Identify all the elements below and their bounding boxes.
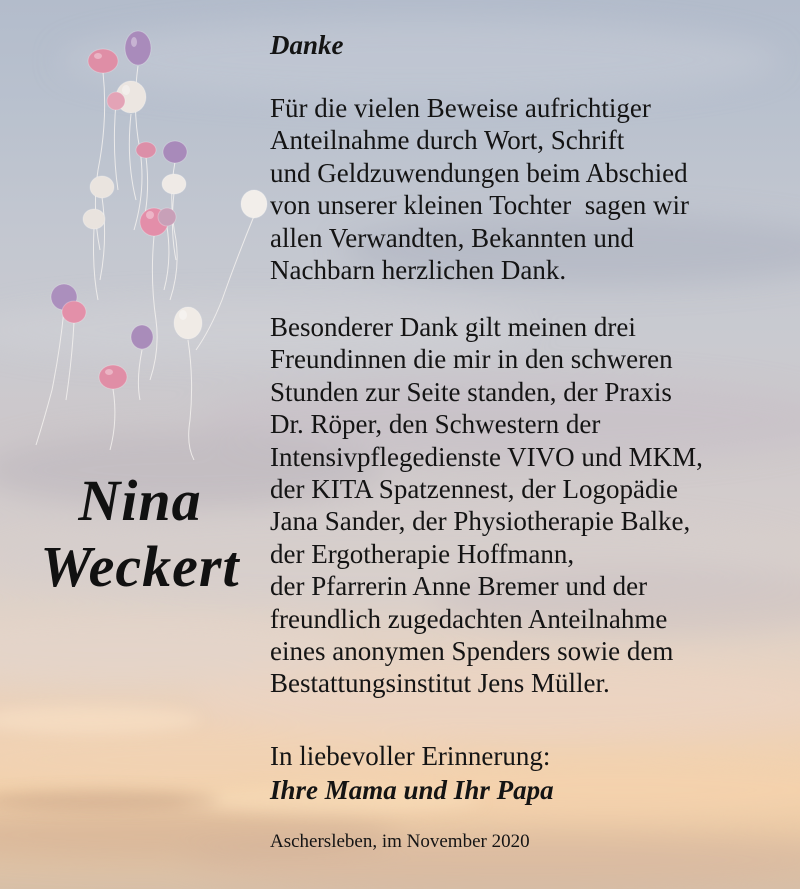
balloon-cluster [0,0,300,460]
text-line: Freundinnen die mir in den schweren [270,344,673,375]
text-line: Anteilnahme durch Wort, Schrift [270,125,625,156]
text-line: Besonderer Dank gilt meinen drei [270,312,636,342]
deceased-name [20,468,260,600]
place-and-date: Aschersleben, im November 2020 [270,831,530,852]
text-line: Intensivpflegedienste VIVO und MKM, [270,441,703,472]
notice-heading: Danke [270,30,344,60]
text-line: Stunden zur Seite standen, der Praxis [270,376,672,407]
text-line: allen Verwandten, Bekannten und [270,222,634,253]
text-line: eines anonymen Spenders sowie dem [270,636,674,667]
deceased-last-name: Weckert [40,534,240,599]
text-line: Bestattungsinstitut Jens Müller. [270,668,610,699]
closing-line: In liebevoller Erinnerung: [270,741,551,771]
special-thanks-paragraph [270,311,703,700]
deceased-first-name: Nina [78,468,202,533]
signature: Ihre Mama und Ihr Papa [270,775,554,805]
text-line: der KITA Spatzennest, der Logopädie [270,474,678,505]
text-line: der Pfarrerin Anne Bremer und der [270,571,648,602]
text-line: Nachbarn herzlichen Dank. [270,255,567,286]
text-line: freundlich zugedachten Anteilnahme [270,603,668,634]
thanks-paragraph [270,92,689,286]
text-line: von unserer kleinen Tochter sagen wir [270,190,689,221]
text-line: Für die vielen Beweise aufrichtiger [270,93,651,123]
notice-text [270,28,790,852]
text-line: der Ergotherapie Hoffmann, [270,538,575,569]
text-line: Jana Sander, der Physiotherapie Balke, [270,506,691,537]
text-line: und Geldzuwendungen beim Abschied [270,157,688,188]
text-line: Dr. Röper, den Schwestern der [270,409,601,440]
